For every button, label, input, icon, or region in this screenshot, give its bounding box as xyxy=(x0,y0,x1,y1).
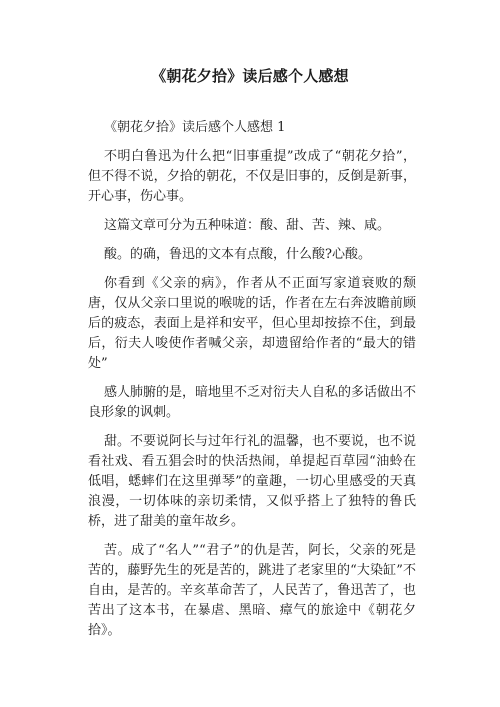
paragraph-intro: 不明白鲁迅为什么把“旧事重提”改成了“朝花夕拾”，但不得不说，夕拾的朝花，不仅是旧事的，反倒是新事，开心事，伤心事。 xyxy=(88,149,416,204)
section-heading: 《朝花夕拾》读后感个人感想 1 xyxy=(104,120,286,135)
paragraph-father-illness: 你看到《父亲的病》，作者从不正面写家道衰败的颓唐，仅从父亲口里说的喉咙的话，作者在左右奔波瞻前顾后的疲态，表面上是祥和安平，但心里却按捺不住，到最后，衍夫人唆使作者喊父亲，却遗留给作者的“最大的错处” xyxy=(88,276,416,371)
paragraph-bitter: 苦。成了“名人”“君子”的仇是苦，阿长，父亲的死是苦的，藤野先生的死是苦的，跳进了老家里的“大染缸”不自由，是苦的。辛亥革命苦了，人民苦了，鲁迅苦了，也苦出了这本书，在暴虐、黑暗、瘴气的旅途中《朝花夕拾》。 xyxy=(88,543,416,638)
document-body xyxy=(88,118,416,650)
document-title: 《朝花夕拾》读后感个人感想 xyxy=(151,67,349,85)
paragraph-sour: 酸。的确，鲁迅的文本有点酸，什么酸?心酸。 xyxy=(104,247,371,262)
paragraph-five-flavors: 这篇文章可分为五种味道：酸、甜、苦、辣、咸。 xyxy=(104,218,391,233)
paragraph-sweet: 甜。不要说阿长与过年行礼的温馨，也不要说，也不说看社戏、看五猖会时的快活热闹，单提起百草园“油蛉在低唱，蟋蟀们在这里弹琴”的童趣，一切心里感受的天真浪漫，一切体味的亲切柔情，又似乎搭上了独特的鲁氏桥，进了甜美的童年故乡。 xyxy=(88,434,417,529)
paragraph-satire: 感人肺腑的是，暗地里不乏对衍夫人自私的多话做出不良形象的讽刺。 xyxy=(88,385,417,420)
